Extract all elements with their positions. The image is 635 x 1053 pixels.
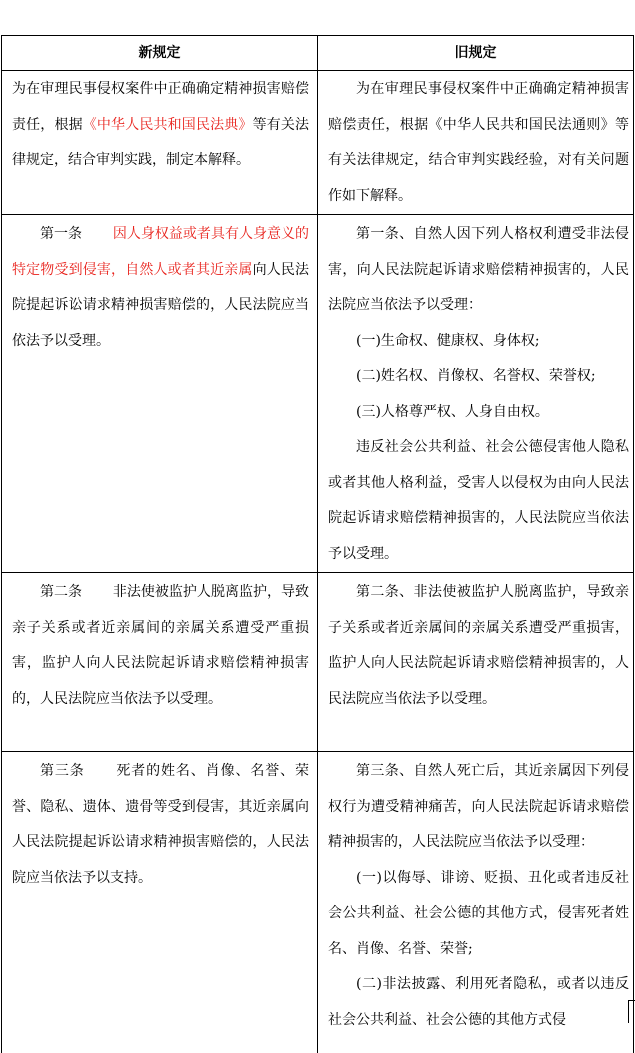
article3-new-text [12, 754, 309, 896]
preamble-old-text: 为在审理民事侵权案件中正确确定精神损害赔偿责任，根据《中华人民共和国民法通则》等有关法律规定，结合审判实践经验，对有关问题作如下解释。 [328, 81, 629, 204]
article3-new-body: 死者的姓名、肖像、名誉、荣誉、隐私、遗体、遗骨等受到侵害，其近亲属向人民法院提起诉讼请求精神损害赔偿的，人民法院应当依法予以支持。 [12, 763, 310, 886]
table-header-row [2, 36, 634, 71]
table-row [2, 71, 634, 215]
preamble-old-cell [318, 71, 634, 215]
article1-old-item: (三)人格尊严权、人身自由权。 [356, 403, 549, 420]
comparison-table [1, 35, 634, 1053]
article2-new-body: 非法使被监护人脱离监护，导致亲子关系或者近亲属间的亲属关系遭受严重损害，监护人向人民法院起诉请求赔偿精神损害的，人民法院应当依法予以受理。 [12, 584, 310, 707]
article3-old-cell [318, 752, 634, 1053]
article2-old-cell [318, 573, 634, 752]
preamble-new-cell [2, 71, 318, 215]
article1-old-cell [318, 215, 634, 573]
page-edge-marker [628, 1000, 635, 1023]
preamble-new-after: 等有关法律规定，结合审判实践，制定本解释。 [12, 116, 310, 168]
preamble-new-highlight: 《中华人民共和国民法典》 [82, 116, 253, 133]
article3-old-para: 第三条、自然人死亡后，其近亲属因下列侵权行为遭受精神痛苦，向人民法院起诉请求赔偿精神损害的，人民法院应当依法予以受理： [328, 763, 629, 850]
article2-new-label: 第二条 [40, 584, 83, 600]
preamble-new-before: 为在审理民事侵权案件中正确确定精神损害赔偿责任，根据 [12, 81, 309, 133]
article1-new-highlight: 因人身权益或者具有人身意义的特定物受到侵害，自然人或者其近亲属 [12, 226, 310, 278]
table-row [2, 573, 634, 752]
table-row [2, 215, 634, 573]
article2-old-text: 第二条、非法使被监护人脱离监护，导致亲子关系或者近亲属间的亲属关系遭受严重损害，监护人向人民法院起诉请求赔偿精神损害的，人民法院应当依法予以受理。 [328, 584, 629, 707]
article2-new-cell [2, 573, 318, 752]
article3-old-item: (一)以侮辱、诽谤、贬损、丑化或者违反社会公共利益、社会公德的其他方式，侵害死者姓名、肖像、名誉、荣誉; [328, 869, 629, 957]
article1-new-label: 第一条 [40, 226, 83, 242]
new-rules-header: 新规定 [2, 36, 318, 71]
article1-old-item: (一)生命权、健康权、身体权; [356, 332, 540, 349]
article1-old-para: 违反社会公共利益、社会公德侵害他人隐私或者其他人格利益，受害人以侵权为由向人民法院起诉请求赔偿精神损害的，人民法院应当依法予以受理。 [328, 439, 629, 562]
article1-old-para: 第一条、自然人因下列人格权利遭受非法侵害，向人民法院起诉请求赔偿精神损害的，人民法院应当依法予以受理： [328, 226, 629, 313]
preamble-new-text [12, 72, 309, 179]
table-row [2, 752, 634, 1053]
article1-new-cell [2, 215, 318, 573]
article3-new-cell [2, 752, 318, 1053]
article1-new-text [12, 217, 309, 359]
article1-old-item: (二)姓名权、肖像权、名誉权、荣誉权; [356, 368, 596, 384]
article3-old-item: (二)非法披露、利用死者隐私，或者以违反社会公共利益、社会公德的其他方式侵 [328, 976, 629, 1028]
article1-new-after: 向人民法院提起诉讼请求精神损害赔偿的，人民法院应当依法予以受理。 [12, 261, 310, 349]
old-rules-header: 旧规定 [318, 36, 634, 71]
article3-new-label: 第三条 [40, 763, 85, 779]
article2-new-text [12, 575, 309, 717]
